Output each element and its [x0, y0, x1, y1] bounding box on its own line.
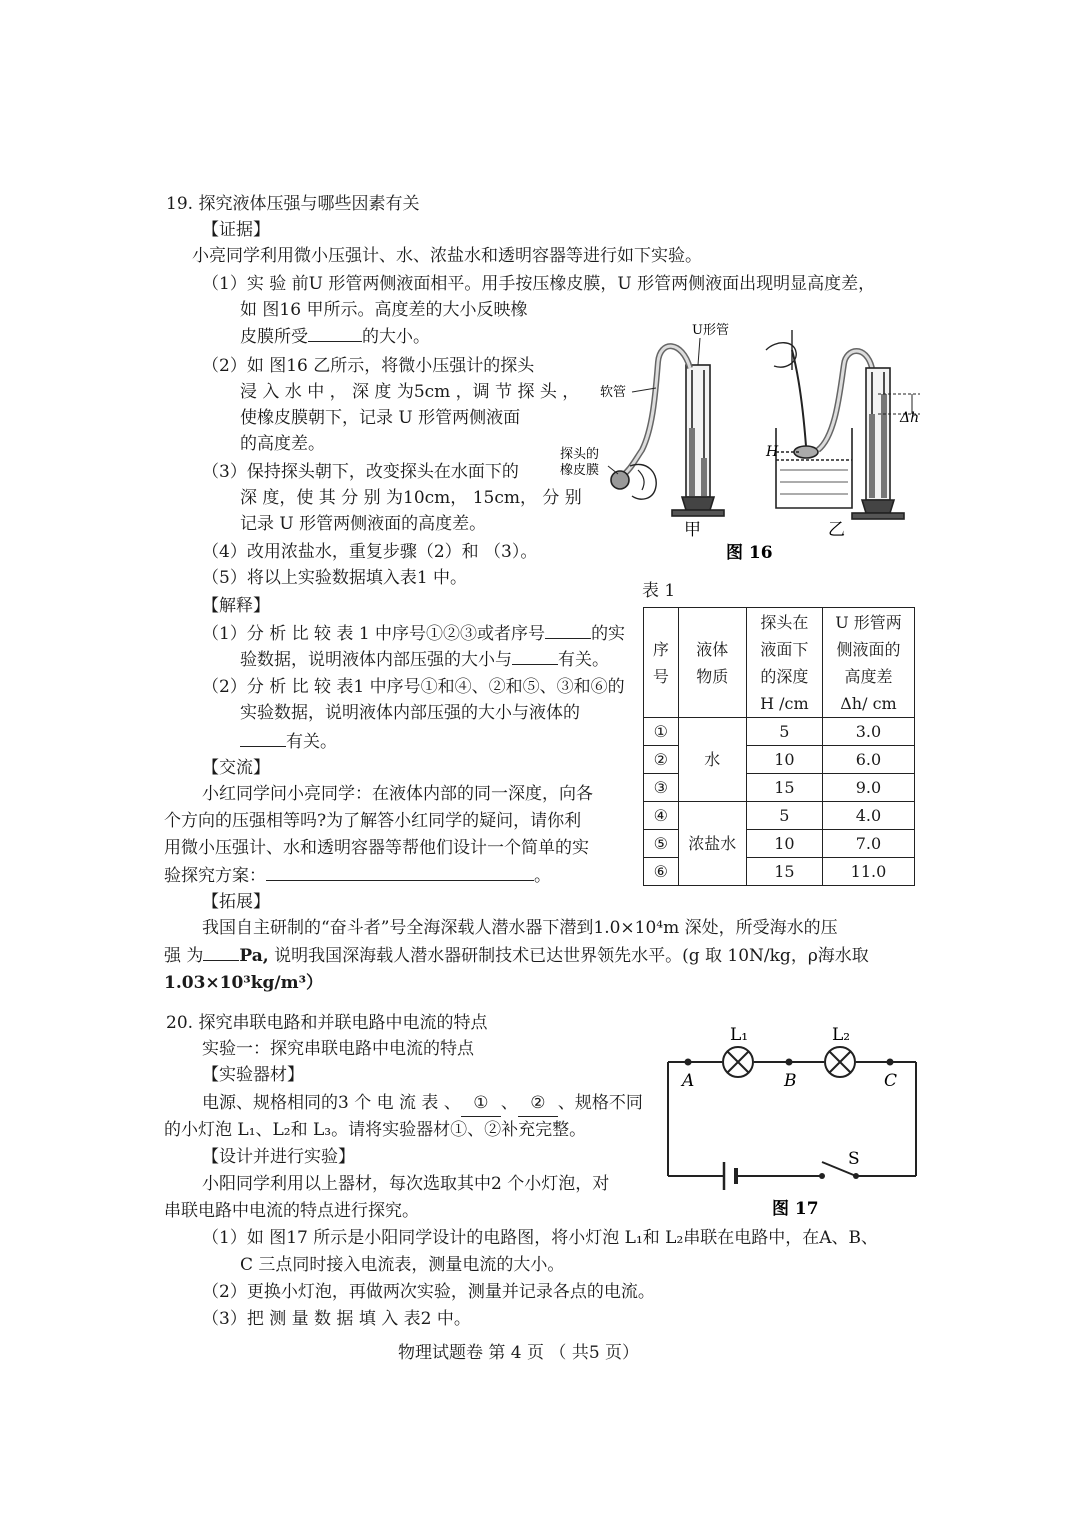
cell-height: 11.0	[822, 858, 914, 886]
cell-seq: ⑥	[644, 858, 679, 886]
step5: （5）将以上实验数据填入表1 中。	[202, 568, 468, 588]
explain1-line2	[240, 646, 609, 673]
cell-seq: ③	[644, 774, 679, 802]
q19-title: 19. 探究液体压强与哪些因素有关	[166, 194, 420, 214]
label-yi: 乙	[828, 520, 845, 540]
figure-16-caption: 图 16	[726, 543, 773, 563]
extend-line2	[164, 942, 869, 969]
figure-16	[560, 310, 940, 575]
answer-blank-7[interactable]: ①	[461, 1090, 501, 1117]
node-c	[887, 1059, 894, 1066]
materials-heading: 【实验器材】	[202, 1065, 304, 1085]
cell-seq: ②	[644, 746, 679, 774]
label-probe-2: 橡皮膜	[560, 463, 600, 478]
label-depth-h: H	[766, 444, 779, 460]
step2-line4: 的高度差。	[240, 434, 325, 454]
cell-seq: ①	[644, 718, 679, 746]
materials-sep: 、	[500, 1093, 518, 1113]
explain2-post: 有关。	[286, 732, 337, 752]
cell-depth: 10	[746, 830, 822, 858]
cell-height: 7.0	[822, 830, 914, 858]
explain2-line3	[240, 728, 337, 755]
step1-line2: 如 图16 甲所示。高度差的大小反映橡	[240, 300, 528, 320]
step3-line2: 深 度，使 其 分 别 为10cm， 15cm， 分 别	[240, 488, 582, 508]
figure-17-circuit	[660, 1020, 930, 1220]
extend2-post: 说明我国深海载人潜水器研制技术已达世界领先水平。(g 取 10N/kg，ρ海水取	[268, 946, 869, 966]
explain1-pre: （1）分 析 比 较 表 1 中序号①②③或者序号	[202, 624, 546, 644]
header-seq: 序 号	[644, 608, 679, 718]
step3-line1: （3）保持探头朝下，改变探头在水面下的	[202, 462, 519, 482]
table-1	[643, 607, 915, 886]
procedure2: （2）更换小灯泡，再做两次实验，测量并记录各点的电流。	[202, 1282, 655, 1302]
answer-blank-4[interactable]	[240, 728, 286, 747]
answer-blank-5[interactable]	[266, 862, 534, 881]
header-height: U 形管两 侧液面的 高度差 Δh/ cm	[822, 608, 914, 718]
label-c: C	[884, 1071, 898, 1091]
step2-line1: （2）如 图16 乙所示，将微小压强计的探头	[202, 356, 535, 376]
materials-line1	[202, 1090, 643, 1117]
explain1-line1	[202, 620, 625, 647]
exchange-post: 。	[534, 866, 551, 886]
materials-post: 、规格不同	[557, 1093, 643, 1113]
figure-17-caption: 图 17	[772, 1199, 819, 1219]
cell-height: 4.0	[822, 802, 914, 830]
step2-line2: 浸 入 水 中 ， 深 度 为5cm ，调 节 探 头 ，	[240, 382, 580, 402]
pressure-unit: Pa,	[239, 946, 269, 966]
label-l2: L₂	[832, 1025, 851, 1045]
cell-seq: ⑤	[644, 830, 679, 858]
header-depth: 探头在 液面下 的深度 H /cm	[746, 608, 822, 718]
label-l1: L₁	[730, 1025, 749, 1045]
design-heading: 【设计并进行实验】	[202, 1147, 355, 1167]
label-a: A	[682, 1071, 695, 1091]
answer-blank-6[interactable]	[203, 942, 239, 961]
cell-depth: 10	[746, 746, 822, 774]
cell-liquid-water: 水	[678, 718, 746, 802]
node-b	[786, 1059, 793, 1066]
label-delta-h: Δh	[900, 410, 920, 426]
table-row	[644, 802, 915, 830]
node-a	[685, 1059, 692, 1066]
label-hose: 软管	[600, 385, 627, 400]
table1-caption: 表 1	[642, 581, 676, 601]
cell-depth: 15	[746, 774, 822, 802]
explain1-post: 的实	[591, 624, 626, 644]
exchange-line3: 用微小压强计、水和透明容器等帮他们设计一个简单的实	[164, 838, 589, 858]
design-line1: 小阳同学利用以上器材，每次选取其中2 个小灯泡，对	[202, 1174, 610, 1194]
cell-height: 9.0	[822, 774, 914, 802]
cell-height: 6.0	[822, 746, 914, 774]
answer-blank-2[interactable]	[545, 620, 591, 639]
label-u-tube: U形管	[692, 323, 729, 338]
step3-line3: 记录 U 形管两侧液面的高度差。	[240, 514, 487, 534]
exchange-line4	[164, 862, 551, 889]
cell-height: 3.0	[822, 718, 914, 746]
exchange-pre: 验探究方案：	[164, 866, 266, 886]
table-row	[644, 718, 915, 746]
explain1b-pre: 验数据，说明液体内部压强的大小与	[240, 650, 512, 670]
cell-depth: 5	[746, 802, 822, 830]
cell-seq: ④	[644, 802, 679, 830]
label-probe-1: 探头的	[560, 447, 600, 462]
header-liquid: 液体 物质	[678, 608, 746, 718]
cell-depth: 15	[746, 858, 822, 886]
lamp-l2	[825, 1047, 855, 1077]
materials-line2: 的小灯泡 L₁、L₂和 L₃。请将实验器材①、②补充完整。	[164, 1120, 587, 1140]
explain2-line2: 实验数据，说明液体内部压强的大小与液体的	[240, 703, 580, 723]
procedure1-line1: （1）如 图17 所示是小阳同学设计的电路图，将小灯泡 L₁和 L₂串联在电路中，在A、B、	[202, 1228, 879, 1248]
extend-line3: 1.03×10³kg/m³）	[164, 973, 324, 993]
procedure3: （3）把 测 量 数 据 填 入 表2 中。	[202, 1309, 471, 1329]
exchange-line1: 小红同学问小亮同学：在液体内部的同一深度，向各	[202, 784, 593, 804]
exchange-line2: 个方向的压强相等吗?为了解答小红同学的疑问，请你利	[164, 811, 582, 831]
label-jia: 甲	[684, 520, 701, 540]
label-b: B	[784, 1071, 797, 1091]
answer-blank-8[interactable]: ②	[518, 1090, 558, 1117]
cell-depth: 5	[746, 718, 822, 746]
lamp-l1	[723, 1047, 753, 1077]
exchange-heading: 【交流】	[202, 758, 270, 778]
design-line2: 串联电路中电流的特点进行探究。	[164, 1201, 419, 1221]
extend-heading: 【拓展】	[202, 892, 270, 912]
cell-liquid-brine: 浓盐水	[678, 802, 746, 886]
experiment1-title: 实验一：探究串联电路中电流的特点	[202, 1039, 474, 1059]
procedure1-line2: C 三点同时接入电流表，测量电流的大小。	[240, 1255, 565, 1275]
step1-line1: （1）实 验 前U 形管两侧液面相平。用手按压橡皮膜，U 形管两侧液面出现明显高度差，	[202, 274, 876, 294]
extend-line1: 我国自主研制的“奋斗者”号全海深载人潜水器下潜到1.0×10⁴m 深处，所受海水的压	[202, 918, 838, 938]
extend2-pre: 强 为	[164, 946, 204, 966]
q20-title: 20. 探究串联电路和并联电路中电流的特点	[166, 1013, 488, 1033]
evidence-heading: 【证据】	[202, 220, 270, 240]
step1-line3	[240, 323, 430, 350]
explain2-line1: （2）分 析 比 较 表1 中序号①和④、②和⑤、③和⑥的	[202, 677, 625, 697]
explain1b-post: 有关。	[558, 650, 609, 670]
step4: （4）改用浓盐水，重复步骤（2）和 （3）。	[202, 542, 538, 562]
step1-text-pre: 皮膜所受	[240, 327, 308, 347]
label-switch: S	[848, 1149, 860, 1169]
page-footer: 物理试题卷 第 4 页 （ 共5 页）	[398, 1343, 640, 1363]
answer-blank-3[interactable]	[512, 646, 558, 665]
materials-pre: 电源、规格相同的3 个 电 流 表 、	[202, 1093, 461, 1113]
answer-blank-1[interactable]	[308, 323, 362, 342]
q19-intro: 小亮同学利用微小压强计、水、浓盐水和透明容器等进行如下实验。	[192, 246, 702, 266]
step1-text-post: 的大小。	[362, 327, 430, 347]
explain-heading: 【解释】	[202, 596, 270, 616]
step2-line3: 使橡皮膜朝下，记录 U 形管两侧液面	[240, 408, 521, 428]
